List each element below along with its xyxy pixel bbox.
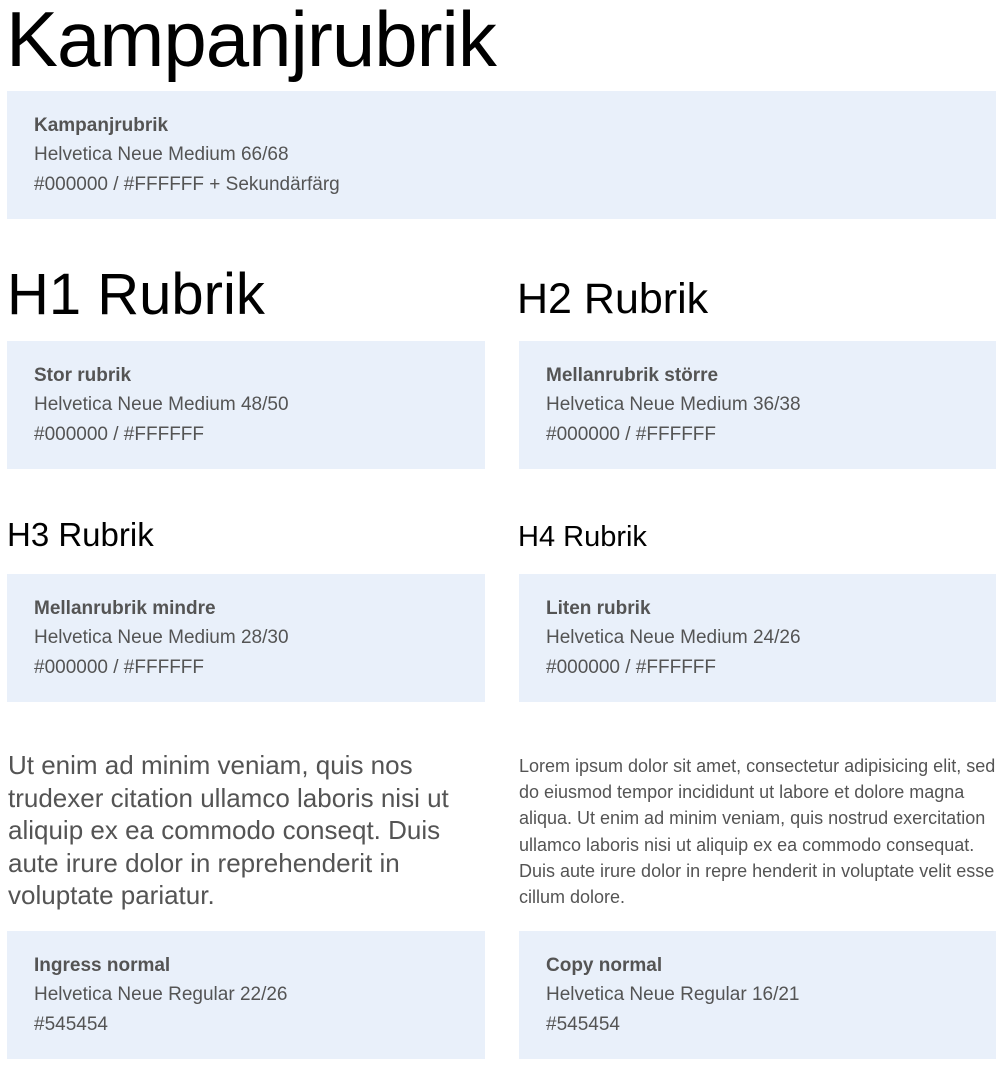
h2-spec-font: Helvetica Neue Medium 36/38 <box>546 394 801 415</box>
h4-heading-sample: H4 Rubrik <box>518 521 647 553</box>
h4-spec-font: Helvetica Neue Medium 24/26 <box>546 627 801 648</box>
h4-spec-title: Liten rubrik <box>546 598 651 619</box>
ingress-spec-title: Ingress normal <box>34 955 171 976</box>
h1-spec-colors: #000000 / #FFFFFF <box>34 423 205 445</box>
ingress-sample-text: Ut enim ad minim veniam, quis nos trudexer citation ullamco laboris nisi ut aliquip ex ea commodo conseqt. Duis aute irure dolor in reprehenderit in voluptate pariatur. <box>8 750 449 910</box>
ingress-spec-box <box>7 931 485 1059</box>
h1-heading-sample: H1 Rubrik <box>7 262 265 327</box>
copy-spec-colors: #545454 <box>546 1013 620 1035</box>
copy-spec-box <box>519 931 996 1059</box>
ingress-spec-colors: #545454 <box>34 1013 108 1035</box>
h3-heading-sample: H3 Rubrik <box>7 516 154 553</box>
h4-spec-colors: #000000 / #FFFFFF <box>546 656 717 678</box>
h2-spec-colors: #000000 / #FFFFFF <box>546 423 717 445</box>
h4-spec-box <box>519 574 996 702</box>
h1-spec-box <box>7 341 485 469</box>
campaign-spec-colors: #000000 / #FFFFFF + Sekundärfärg <box>34 173 340 195</box>
copy-spec-font: Helvetica Neue Regular 16/21 <box>546 984 800 1005</box>
h1-spec-font: Helvetica Neue Medium 48/50 <box>34 394 289 415</box>
h1-spec-title: Stor rubrik <box>34 365 132 386</box>
h2-heading-sample: H2 Rubrik <box>517 275 709 323</box>
copy-sample-text: Lorem ipsum dolor sit amet, consectetur adipisicing elit, sed do eiusmod tempor incididunt ut labore et dolore magna aliqua. Ut enim ad minim veniam, quis nostrud exercitation ullamco laboris nisi ut aliquip ex ea commodo consequat. Duis aute irure dolor in repre henderit in voluptate velit esse cillum dolore. <box>519 756 996 908</box>
h2-spec-box <box>519 341 996 469</box>
h3-spec-font: Helvetica Neue Medium 28/30 <box>34 627 289 648</box>
campaign-spec-title: Kampanjrubrik <box>34 115 169 136</box>
h3-spec-title: Mellanrubrik mindre <box>34 598 216 619</box>
copy-spec-title: Copy normal <box>546 955 663 976</box>
h3-spec-colors: #000000 / #FFFFFF <box>34 656 205 678</box>
h3-spec-box <box>7 574 485 702</box>
ingress-spec-font: Helvetica Neue Regular 22/26 <box>34 984 288 1005</box>
campaign-heading-sample: Kampanjrubrik <box>6 0 496 83</box>
campaign-spec-box <box>7 91 996 219</box>
campaign-spec-font: Helvetica Neue Medium 66/68 <box>34 144 289 165</box>
h2-spec-title: Mellanrubrik större <box>546 365 719 386</box>
